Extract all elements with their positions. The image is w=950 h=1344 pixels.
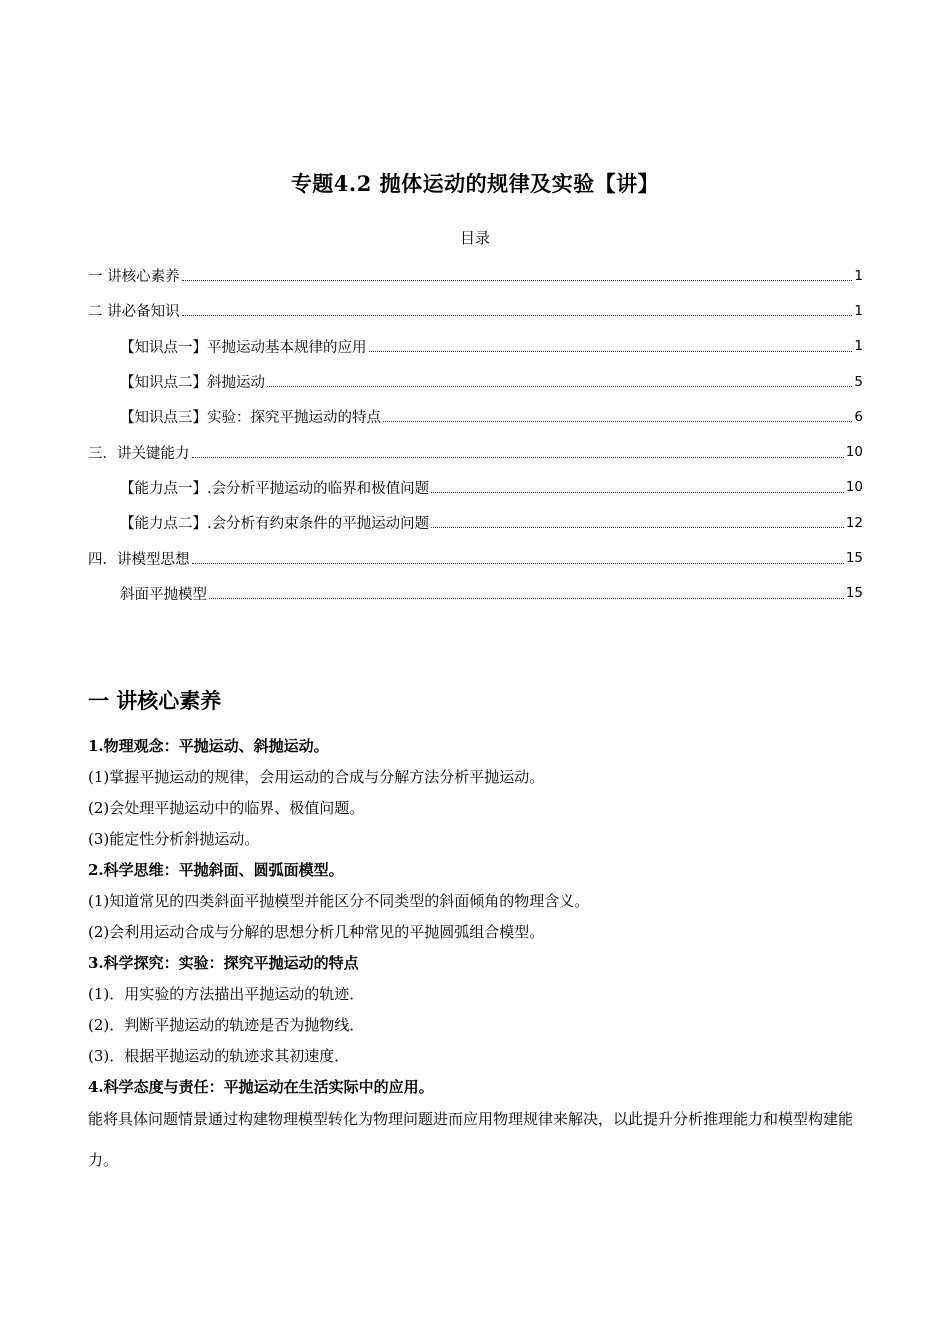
toc-entry-page: 1: [854, 267, 863, 284]
body-line: (1)掌握平抛运动的规律，会用运动的合成与分解方法分析平抛运动。: [88, 768, 545, 786]
body-line: (2)会处理平抛运动中的临界、极值问题。: [88, 799, 365, 817]
toc-entry[interactable]: [88, 329, 863, 364]
toc-entry-label: 二 讲必备知识: [88, 304, 180, 321]
toc-entry-label: 三．讲关键能力: [88, 445, 190, 462]
body-line: (2)会利用运动合成与分解的思想分析几种常见的平抛圆弧组合模型。: [88, 923, 545, 941]
toc-entry-label: 【知识点二】斜抛运动: [120, 375, 265, 392]
toc-entry[interactable]: [88, 399, 863, 434]
toc-leader-dots: [192, 456, 844, 458]
body-line: (3)．根据平抛运动的轨迹求其初速度．: [88, 1047, 350, 1065]
subsection-heading: 2.科学思维：平抛斜面、圆弧面模型。: [88, 861, 344, 879]
toc-leader-dots: [383, 420, 852, 422]
toc-leader-dots: [192, 562, 844, 564]
section-heading: 一 讲核心素养: [88, 688, 222, 713]
document-title: 专题4.2 抛体运动的规律及实验【讲】: [290, 171, 660, 196]
toc-entry-page: 6: [854, 408, 863, 425]
toc-entry[interactable]: [88, 293, 863, 328]
body-line: (1)．用实验的方法描出平抛运动的轨迹．: [88, 985, 365, 1003]
subsection-heading: 1.物理观念：平抛运动、斜抛运动。: [88, 737, 329, 755]
toc-entry[interactable]: [88, 576, 863, 611]
toc-entry-label: 一 讲核心素养: [88, 269, 180, 286]
toc-entry-page: 5: [854, 373, 863, 390]
body-line: (1)知道常见的四类斜面平抛模型并能区分不同类型的斜面倾角的物理含义。: [88, 892, 590, 910]
toc-entry[interactable]: [88, 364, 863, 399]
toc-entry[interactable]: [88, 540, 863, 575]
toc-entry-page: 15: [845, 550, 863, 567]
subsection-heading: 4.科学态度与责任：平抛运动在生活实际中的应用。: [88, 1078, 434, 1096]
toc-leader-dots: [431, 526, 844, 528]
subsection-heading: 3.科学探究：实验：探究平抛运动的特点: [88, 954, 359, 972]
body-paragraph: 能将具体问题情景通过构建物理模型转化为物理问题进而应用物理规律来解决，以此提升分析推理能力和模型构建能力。: [88, 1110, 854, 1169]
toc-leader-dots: [267, 385, 852, 387]
toc-entry-label: 【能力点二】.会分析有约束条件的平抛运动问题: [120, 516, 430, 533]
toc-entry-label: 【知识点三】实验：探究平抛运动的特点: [120, 410, 381, 427]
toc-entry[interactable]: [88, 258, 863, 293]
table-of-contents: [88, 258, 863, 611]
body-line: (2)．判断平抛运动的轨迹是否为抛物线．: [88, 1016, 365, 1034]
body-line: (3)能定性分析斜抛运动。: [88, 830, 260, 848]
toc-entry-page: 1: [854, 302, 863, 319]
toc-entry-page: 1: [854, 338, 863, 355]
toc-entry[interactable]: [88, 434, 863, 469]
toc-entry-label: 四．讲模型思想: [88, 551, 190, 568]
toc-leader-dots: [182, 314, 853, 316]
toc-entry-label: 【能力点一】.会分析平抛运动的临界和极值问题: [120, 480, 430, 497]
toc-entry-label: 斜面平抛模型: [120, 586, 207, 603]
toc-entry[interactable]: [88, 470, 863, 505]
toc-leader-dots: [431, 491, 844, 493]
toc-leader-dots: [369, 350, 853, 352]
toc-entry[interactable]: [88, 505, 863, 540]
toc-heading: 目录: [459, 229, 490, 247]
toc-entry-page: 10: [845, 444, 863, 461]
toc-leader-dots: [209, 597, 844, 599]
section-body: [88, 731, 868, 1181]
toc-entry-label: 【知识点一】平抛运动基本规律的应用: [120, 339, 367, 356]
toc-entry-page: 12: [845, 514, 863, 531]
toc-leader-dots: [182, 279, 853, 281]
toc-entry-page: 15: [845, 585, 863, 602]
toc-entry-page: 10: [845, 479, 863, 496]
